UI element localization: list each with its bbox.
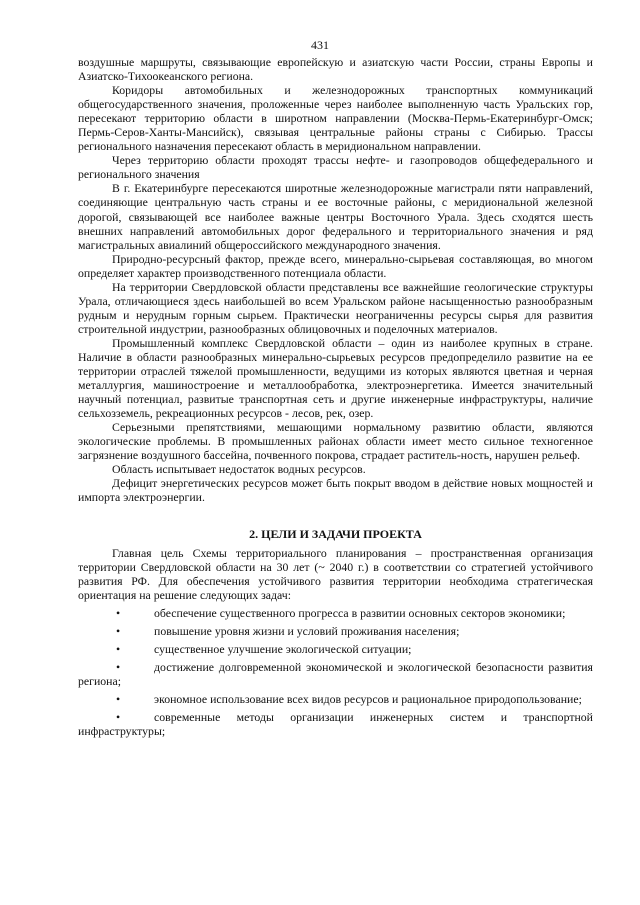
paragraph-2: Коридоры автомобильных и железнодорожных транспортных коммуникаций общегосударственного значения, проложенные через наиболее выполненную часть Уральских гор, пересекают территорию области в широтном направлении (Москва-Пермь-Екатеринбург-Омск; Пермь-Серов-Ханты-Мансийск), связывая центральные районы страны с Сибирью. Трассы регионального назначения пересекают область в меридиональном направлении. <box>78 83 593 154</box>
paragraph-5: Природно-ресурсный фактор, прежде всего, минерально-сырьевая составляющая, во многом определяет характер производственного потенциала области. <box>78 251 593 280</box>
paragraph-10: Дефицит энергетических ресурсов может быть покрыт вводом в действие новых мощностей и импорта электроэнергии. <box>78 476 593 505</box>
bullet-icon: • <box>116 641 121 656</box>
section-intro: Главная цель Схемы территориального планирования – пространственная организация территории Свердловской области на 30 лет (~ 2040 г.) в соответствии со стратегией устойчивого развития РФ. Для обеспечения устойчивого развития территории необходима стратегическая ориентация на решение следующих задач: <box>78 545 593 602</box>
list-item: • существенное улучшение экологической ситуации; <box>78 642 593 656</box>
paragraph-6: На территории Свердловской области представлены все важнейшие геологические структуры Урала, отличающиеся здесь наибольшей во всем Уральском районе насыщенностью разнообразным рудным и нерудным горным сырьем. Практически неограниченны ресурсы сырья для развития строительной индустрии, разнообразных облицовочных и поделочных материалов. <box>78 279 593 336</box>
task-list <box>78 606 593 738</box>
section-heading: 2. ЦЕЛИ И ЗАДАЧИ ПРОЕКТА <box>249 526 422 541</box>
paragraph-1: воздушные маршруты, связывающие европейскую и азиатскую части России, страны Европы и Азиатско-Тихоокеанского региона. <box>78 55 593 84</box>
list-item: • экономное использование всех видов ресурсов и рациональное природопользование; <box>78 692 593 706</box>
bullet-icon: • <box>116 659 121 674</box>
bullet-icon: • <box>116 605 121 620</box>
paragraph-9: Область испытывает недостаток водных ресурсов. <box>112 462 366 477</box>
list-item: • повышение уровня жизни и условий проживания населения; <box>78 624 593 638</box>
page-number: 431 <box>311 38 329 52</box>
document-body <box>78 55 593 742</box>
list-item: • обеспечение существенного прогресса в развитии основных секторов экономики; <box>78 606 593 620</box>
paragraph-4: В г. Екатеринбурге пересекаются широтные железнодорожные магистрали пяти направлений, соединяющие центральную часть страны и ее восточные районы, с меридиональной железной дорогой, связывающей все наиболее важные центры Восточного Урала. Здесь сходятся шесть внешних направлений автомобильных дорог федерального и территориального значения и ряд магистральных авиалиний общероссийского международного значения. <box>78 181 593 252</box>
paragraph-7: Промышленный комплекс Свердловской области – один из наиболее крупных в стране. Наличие в области разнообразных минерально-сырьевых ресурсов предопределило развитие на ее территории отраслей тяжелой промышленности, ведущими из которых являются цветная и черная металлургия, машиностроение и металлообработка, электроэнергетика. Имеется значительный научный потенциал, развитые транспортная сеть и другие инженерные инфраструктуры, наличие сельхозземель, рекреационных ресурсов - лесов, рек, озер. <box>78 335 593 421</box>
bullet-icon: • <box>116 710 121 725</box>
bullet-icon: • <box>116 691 121 706</box>
list-item: • достижение долговременной экономической и экологической безопасности развития региона; <box>78 659 593 688</box>
list-item: • современные методы организации инженерных систем и транспортной инфраструктуры; <box>78 710 593 739</box>
bullet-icon: • <box>116 623 121 638</box>
paragraph-3: Через территорию области проходят трассы нефте- и газопроводов общефедерального и регионального значения <box>78 153 593 182</box>
paragraph-8: Серьезными препятствиями, мешающими нормальному развитию области, являются экологические проблемы. В промышленных районах области имеет место сильное техногенное загрязнение воздушного бассейна, почвенного покрова, страдает раститель-ность, нарушен рельеф. <box>78 420 593 463</box>
